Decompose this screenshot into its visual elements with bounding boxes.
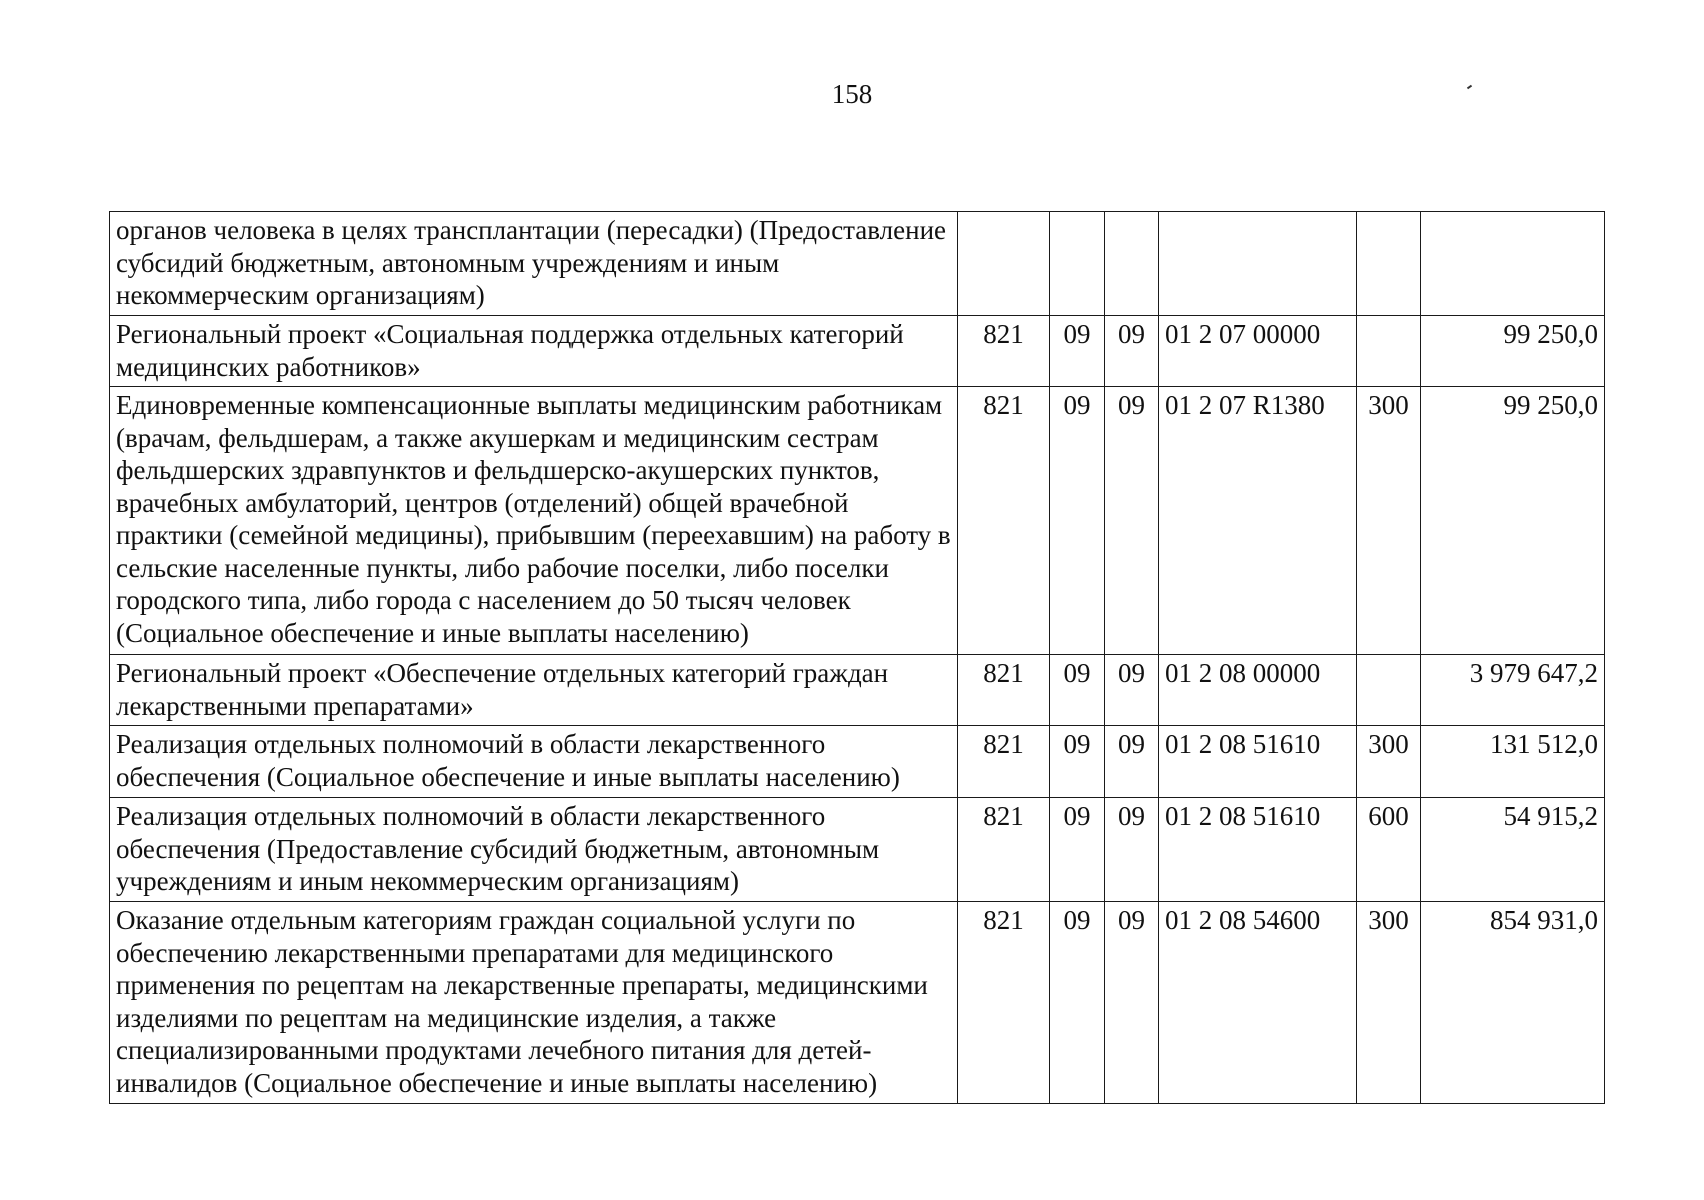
ministry-code: 821 — [958, 387, 1050, 655]
amount: 99 250,0 — [1421, 387, 1605, 655]
amount: 131 512,0 — [1421, 726, 1605, 798]
subsection-code: 09 — [1105, 387, 1159, 655]
budget-table — [109, 211, 1605, 1104]
ministry-code: 821 — [958, 902, 1050, 1104]
page-number: 158 — [831, 79, 873, 109]
section-code: 09 — [1050, 798, 1105, 902]
expense-type: 600 — [1357, 798, 1421, 902]
ministry-code: 821 — [958, 798, 1050, 902]
target-article: 01 2 08 54600 — [1159, 902, 1357, 1104]
amount — [1421, 212, 1605, 316]
section-code: 09 — [1050, 316, 1105, 387]
subsection-code: 09 — [1105, 798, 1159, 902]
subsection-code: 09 — [1105, 902, 1159, 1104]
subsection-code: 09 — [1105, 726, 1159, 798]
row-description: Региональный проект «Обеспечение отдельных категорий граждан лекарственными препаратами» — [110, 655, 958, 726]
table-row — [110, 902, 1605, 1104]
expense-type — [1357, 655, 1421, 726]
target-article: 01 2 07 00000 — [1159, 316, 1357, 387]
table-row — [110, 316, 1605, 387]
section-code — [1050, 212, 1105, 316]
subsection-code: 09 — [1105, 655, 1159, 726]
target-article: 01 2 08 51610 — [1159, 726, 1357, 798]
target-article: 01 2 08 51610 — [1159, 798, 1357, 902]
target-article: 01 2 08 00000 — [1159, 655, 1357, 726]
row-description: Оказание отдельным категориям граждан социальной услуги по обеспечению лекарственными препаратами для медицинского применения по рецептам на лекарственные препараты, медицинскими изделиями по рецептам на медицинские изделия, а также специализированными продуктами лечебного питания для детей-инвалидов (Социальное обеспечение и иные выплаты населению) — [110, 902, 958, 1104]
table-row — [110, 387, 1605, 655]
ministry-code — [958, 212, 1050, 316]
section-code: 09 — [1050, 387, 1105, 655]
ministry-code: 821 — [958, 726, 1050, 798]
row-description: Реализация отдельных полномочий в области лекарственного обеспечения (Социальное обеспечение и иные выплаты населению) — [110, 726, 958, 798]
table-row — [110, 726, 1605, 798]
row-description: Реализация отдельных полномочий в области лекарственного обеспечения (Предоставление субсидий бюджетным, автономным учреждениям и иным некоммерческим организациям) — [110, 798, 958, 902]
row-description: органов человека в целях трансплантации (пересадки) (Предоставление субсидий бюджетным, автономным учреждениям и иным некоммерческим организациям) — [110, 212, 958, 316]
table-row — [110, 655, 1605, 726]
expense-type: 300 — [1357, 726, 1421, 798]
section-code: 09 — [1050, 902, 1105, 1104]
target-article: 01 2 07 R1380 — [1159, 387, 1357, 655]
table-row — [110, 212, 1605, 316]
table-row — [110, 798, 1605, 902]
ministry-code: 821 — [958, 655, 1050, 726]
expense-type: 300 — [1357, 902, 1421, 1104]
row-description: Единовременные компенсационные выплаты медицинским работникам (врачам, фельдшерам, а также акушеркам и медицинским сестрам фельдшерских здравпунктов и фельдшерско-акушерских пунктов, врачебных амбулаторий, центров (отделений) общей врачебной практики (семейной медицины), прибывшим (переехавшим) на работу в сельские населенные пункты, либо рабочие поселки, либо поселки городского типа, либо города с населением до 50 тысяч человек (Социальное обеспечение и иные выплаты населению) — [110, 387, 958, 655]
row-description: Региональный проект «Социальная поддержка отдельных категорий медицинских работников» — [110, 316, 958, 387]
expense-type: 300 — [1357, 387, 1421, 655]
section-code: 09 — [1050, 655, 1105, 726]
subsection-code: 09 — [1105, 316, 1159, 387]
target-article — [1159, 212, 1357, 316]
expense-type — [1357, 212, 1421, 316]
amount: 54 915,2 — [1421, 798, 1605, 902]
amount: 99 250,0 — [1421, 316, 1605, 387]
amount: 3 979 647,2 — [1421, 655, 1605, 726]
section-code: 09 — [1050, 726, 1105, 798]
expense-type — [1357, 316, 1421, 387]
ministry-code: 821 — [958, 316, 1050, 387]
subsection-code — [1105, 212, 1159, 316]
amount: 854 931,0 — [1421, 902, 1605, 1104]
